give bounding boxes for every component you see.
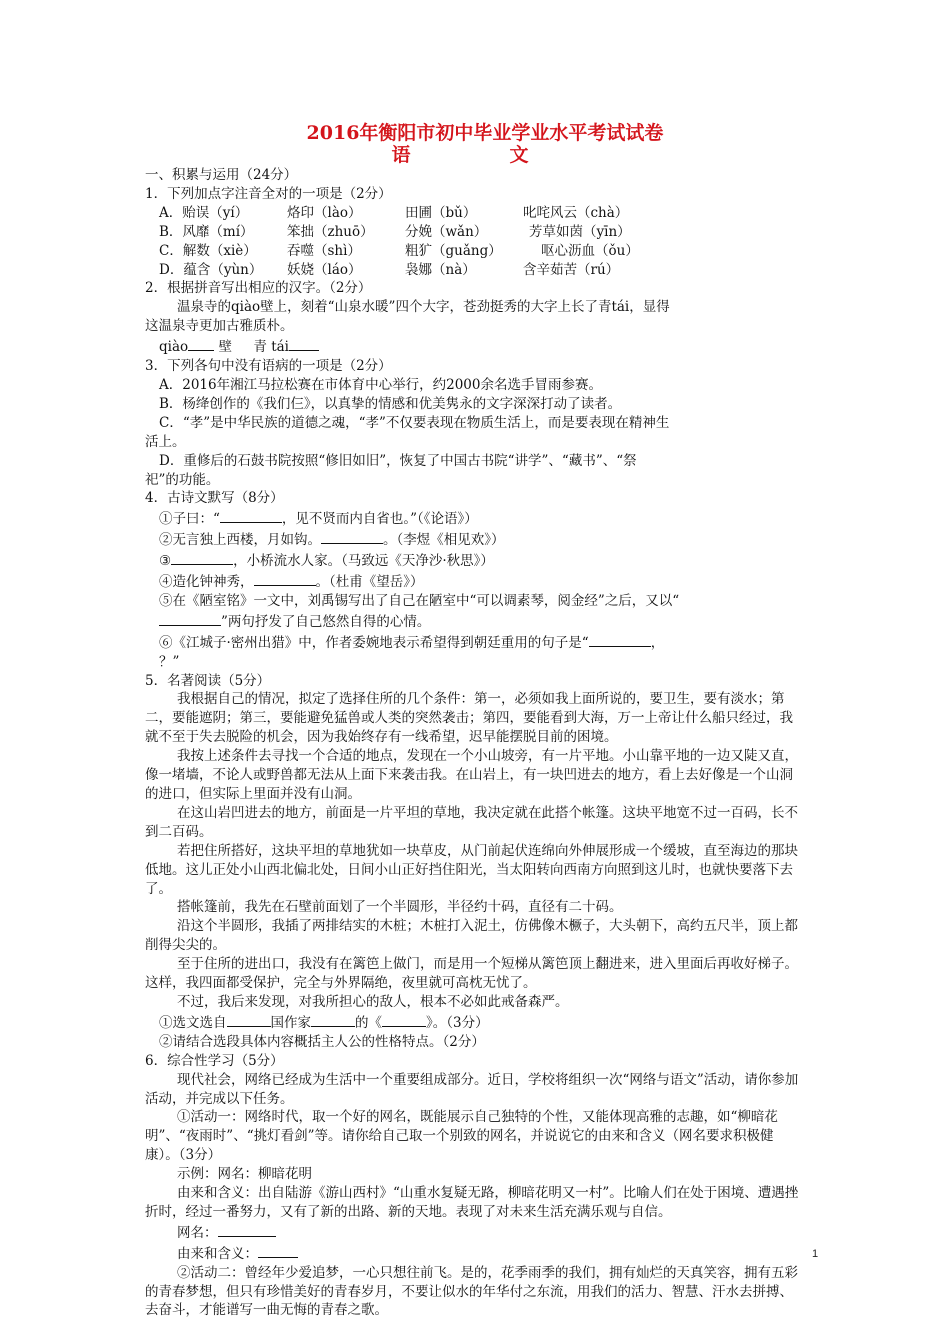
q6-meaning-blank[interactable] bbox=[258, 1243, 298, 1258]
q4-item-6 bbox=[145, 632, 805, 653]
q1-b-2: 笨拙（zhuō） bbox=[287, 223, 374, 240]
q4-item-4-text: ④造化钟神秀， bbox=[159, 574, 254, 591]
q4-item-2-text: ②无言独上西楼，月如钩。 bbox=[159, 532, 321, 549]
q5-item-1-a: ①选文选自 bbox=[159, 1014, 227, 1031]
q4-item-2 bbox=[145, 529, 805, 550]
q4-item-6-text: ⑥《江城子·密州出猎》中，作者委婉地表示希望得到朝廷重用的句子是“ bbox=[159, 634, 589, 651]
q2-blank-1[interactable] bbox=[188, 336, 214, 351]
q2-answer-row bbox=[145, 336, 805, 357]
q4-blank-1[interactable] bbox=[220, 508, 282, 523]
q4-item-4 bbox=[145, 571, 805, 592]
q1-a-2: 烙印（lào） bbox=[287, 204, 362, 221]
q6-para-2 bbox=[145, 1108, 805, 1165]
q5-stem: 5．名著阅读（5分） bbox=[145, 672, 271, 689]
q5-para-7-text: 至于住所的进出口，我没有在篱笆上做门，而是用一个短梯从篱笆顶上翻进来，进入里面后再收好梯子。这样，我四面都受保护，完全与外界隔绝，夜里就可高枕无忧了。 bbox=[145, 956, 798, 992]
q2-passage-line1: 温泉寺的qiào壁上，刻着“山泉水暖”四个大字，苍劲挺秀的大字上长了青tái，显得 bbox=[177, 299, 670, 316]
q6-para-3-text: 由来和含义：出自陆游《游山西村》“山重水复疑无路，柳暗花明又一村”。比喻人们在处于困境、遭遇挫折时，经过一番努力，又有了新的出路、新的天地。表现了对未来生活充满乐观与自信。 bbox=[145, 1185, 799, 1220]
q1-d-3: 袅娜（nà） bbox=[405, 261, 476, 278]
q5-para-6 bbox=[145, 917, 805, 955]
q1-c-4: 呕心沥血（ǒu） bbox=[541, 242, 639, 259]
q4-item-3 bbox=[145, 550, 805, 571]
q4-item-1 bbox=[145, 508, 805, 529]
q1-a-3: 田圃（bǔ） bbox=[405, 204, 477, 221]
q2-pinyin-1: qiào bbox=[159, 339, 189, 356]
q3-option-a: A．2016年湘江马拉松赛在市体育中心举行，约2000余名选手冒雨参赛。 bbox=[159, 376, 602, 393]
q5-item-1-d: 》。（3分） bbox=[426, 1014, 489, 1031]
q6-para-4-text: ②活动二：曾经年少爱追梦，一心只想往前飞。是的，花季雨季的我们，拥有灿烂的天真笑容，拥有五彩的青春梦想，但只有珍惜美好的青春岁月，不要让似水的年华付之东流，用我们的活力、智慧、汗水去拼搏、去奋斗，才能谱写一曲无悔的青春之歌。 bbox=[145, 1264, 798, 1319]
q5-para-5 bbox=[145, 898, 805, 917]
q4-item-1-text: ①子曰：“ bbox=[159, 511, 220, 528]
exam-subject: 语 文 bbox=[391, 144, 569, 166]
q4-item-5-cont bbox=[145, 611, 805, 632]
q3-stem: 3．下列各句中没有语病的一项是（2分） bbox=[145, 358, 392, 375]
q5-para-4 bbox=[145, 842, 805, 899]
q2-pinyin-2: 青 tái bbox=[253, 339, 289, 356]
q4-stem: 4．古诗文默写（8分） bbox=[145, 490, 284, 507]
q4-item-6-cont bbox=[145, 653, 805, 672]
q5-item-1 bbox=[145, 1012, 805, 1033]
exam-title: 2016年衡阳市初中毕业学业水平考试试卷 bbox=[306, 122, 664, 144]
q5-para-5-text: 搭帐篷前，我先在石壁前面划了一个半圆形，半径约十码，直径有二十码。 bbox=[177, 899, 623, 916]
q1-c-3: 粗犷（guǎng） bbox=[405, 242, 502, 259]
q1-option-b bbox=[145, 223, 805, 242]
q4-blank-6[interactable] bbox=[589, 632, 651, 647]
q4-item-5-tail: ”两句抒发了自己悠然自得的心情。 bbox=[221, 613, 431, 630]
q3-option-d-line1: D．重修后的石鼓书院按照“修旧如旧”，恢复了中国古书院“讲学”、“藏书”、“祭 bbox=[159, 452, 637, 469]
q1-b-4: 芳草如茵（yīn） bbox=[529, 223, 631, 240]
q6-name-label: 网名： bbox=[177, 1224, 218, 1241]
q1-b-1: B．风靡（mí） bbox=[159, 223, 254, 240]
q5-item-2: ②请结合选段具体内容概括主人公的性格特点。（2分） bbox=[159, 1033, 485, 1050]
q5-item-1-c: 的《 bbox=[355, 1014, 382, 1031]
q1-stem: 1．下列加点字注音全对的一项是（2分） bbox=[145, 185, 392, 202]
q2-passage-line2: 这温泉寺更加古雅质朴。 bbox=[145, 318, 294, 335]
q5-blank-book[interactable] bbox=[382, 1012, 426, 1027]
q5-para-4-text: 若把住所搭好，这块平坦的草地犹如一块草皮，从门前起伏连绵向外伸展形成一个缓坡，直至海边的那块低地。这儿正处小山西北偏北处，日间小山正好挡住阳光，当太阳转向西南方向照到这儿时，也就快要落下去了。 bbox=[145, 842, 798, 897]
q6-stem: 6．综合性学习（5分） bbox=[145, 1052, 284, 1069]
q4-item-5: ⑤在《陋室铭》一文中，刘禹锡写出了自己在陋室中“可以调素琴，阅金经”之后，又以“ bbox=[159, 592, 680, 609]
q1-d-1: D．蕴含（yùn） bbox=[159, 261, 263, 278]
section-heading: 一、积累与运用（24分） bbox=[145, 167, 298, 183]
q2-blank-2[interactable] bbox=[289, 336, 319, 351]
q5-blank-country[interactable] bbox=[227, 1012, 271, 1027]
q4-item-1-source: ，见不贤而内自省也。”（《论语》） bbox=[281, 511, 478, 528]
q6-para-1-text: 现代社会，网络已经成为生活中一个重要组成部分。近日，学校将组织一次“网络与语文”活动，请你参加活动，并完成以下任务。 bbox=[145, 1071, 799, 1107]
q4-blank-3[interactable] bbox=[171, 550, 233, 565]
q4-blank-5[interactable] bbox=[159, 611, 221, 626]
q4-blank-2[interactable] bbox=[321, 529, 383, 544]
q6-para-1 bbox=[145, 1071, 805, 1109]
q1-b-3: 分娩（wǎn） bbox=[405, 223, 488, 240]
q6-para-4 bbox=[145, 1264, 805, 1321]
q5-para-1-text: 我根据自己的情况，拟定了选择住所的几个条件：第一，必须如我上面所说的，要卫生，要有淡水；第二，要能遮阴；第三，要能避免猛兽或人类的突然袭击；第四，要能看到大海，万一上帝让什么船只经过，我就不至于失去脱险的机会，因为我始终存有一线希望，迟早能摆脱目前的困境。 bbox=[145, 691, 793, 746]
q5-para-2-text: 我按上述条件去寻找一个合适的地点，发现在一个小山坡旁，有一片平地。小山靠平地的一边又陡又直，像一堵墙，不论人或野兽都无法从上面下来袭击我。在山岩上，有一块凹进去的地方，看上去好像是一个山洞的进口，但实际上里面并没有山洞。 bbox=[145, 748, 798, 802]
q4-blank-4[interactable] bbox=[254, 571, 316, 586]
q3-option-d-line2: 祀”的功能。 bbox=[145, 471, 220, 488]
q5-para-8-text: 不过，我后来发现，对我所担心的敌人，根本不必如此戒备森严。 bbox=[177, 993, 569, 1010]
q5-para-8 bbox=[145, 993, 805, 1012]
q6-meaning-label: 由来和含义： bbox=[177, 1245, 258, 1262]
q5-para-3-text: 在这山岩凹进去的地方，前面是一片平坦的草地，我决定就在此搭个帐篷。这块平地宽不过一百码，长不到二百码。 bbox=[145, 804, 798, 840]
q5-para-3 bbox=[145, 804, 805, 842]
exam-content bbox=[145, 122, 805, 1320]
q3-option-c-line1: C．“孝”是中华民族的道德之魂，“孝”不仅要表现在物质生活上，而是要表现在精神生 bbox=[159, 414, 670, 431]
q6-meaning-row bbox=[145, 1243, 805, 1264]
q5-para-6-text: 沿这个半圆形，我插了两排结实的木桩；木桩打入泥土，仿佛像木橛子，大头朝下，高约五尺半，顶上都削得尖尖的。 bbox=[145, 918, 798, 954]
q1-option-d bbox=[145, 261, 805, 280]
q5-para-1 bbox=[145, 690, 805, 747]
q4-item-6-end: ？” bbox=[159, 653, 180, 670]
q6-name-row bbox=[145, 1222, 805, 1243]
q6-para-2-text: ①活动一：网络时代，取一个好的网名，既能展示自己独特的个性，又能体现高雅的志趣，如“柳暗花明”、“夜雨时”、“挑灯看剑”等。请你给自己取一个别致的网名，并说说它的由来和含义（网名要求积极健康）。（3分） bbox=[145, 1109, 778, 1164]
q1-c-2: 吞噬（shì） bbox=[287, 242, 361, 259]
q5-para-7 bbox=[145, 955, 805, 993]
q5-blank-author[interactable] bbox=[311, 1012, 355, 1027]
q4-item-6-comma: ， bbox=[650, 634, 665, 651]
q2-char-1: 壁 bbox=[218, 339, 232, 356]
q4-item-3-source: ，小桥流水人家。（马致远《天净沙·秋思》） bbox=[233, 553, 494, 570]
q6-para-3 bbox=[145, 1184, 805, 1222]
q1-c-1: C．解数（xiè） bbox=[159, 242, 257, 259]
q5-item-1-b: 国作家 bbox=[270, 1014, 311, 1031]
page-number: 1 bbox=[812, 1248, 819, 1260]
q1-d-2: 妖娆（láo） bbox=[287, 261, 362, 278]
q4-item-2-source: 。（李煜《相见欢》） bbox=[383, 532, 505, 549]
q5-para-2 bbox=[145, 747, 805, 804]
q3-option-c-line2: 活上。 bbox=[145, 433, 186, 450]
q1-a-4: 叱咤风云（chà） bbox=[523, 204, 629, 221]
q6-name-blank[interactable] bbox=[218, 1222, 276, 1237]
q1-option-c bbox=[145, 242, 805, 261]
q6-example: 示例：网名：柳暗花明 bbox=[177, 1166, 312, 1183]
q4-item-4-source: 。（杜甫《望岳》） bbox=[315, 574, 424, 591]
q3-option-b: B．杨绛创作的《我们仨》，以真挚的情感和优美隽永的文字深深打动了读者。 bbox=[159, 395, 622, 412]
q1-d-4: 含辛茹苦（rú） bbox=[523, 261, 620, 278]
q2-stem: 2．根据拼音写出相应的汉字。（2分） bbox=[145, 280, 372, 297]
q1-a-1: A．贻误（yí） bbox=[159, 204, 249, 221]
q1-option-a bbox=[145, 204, 805, 223]
q4-item-3-text: ③ bbox=[159, 553, 172, 570]
